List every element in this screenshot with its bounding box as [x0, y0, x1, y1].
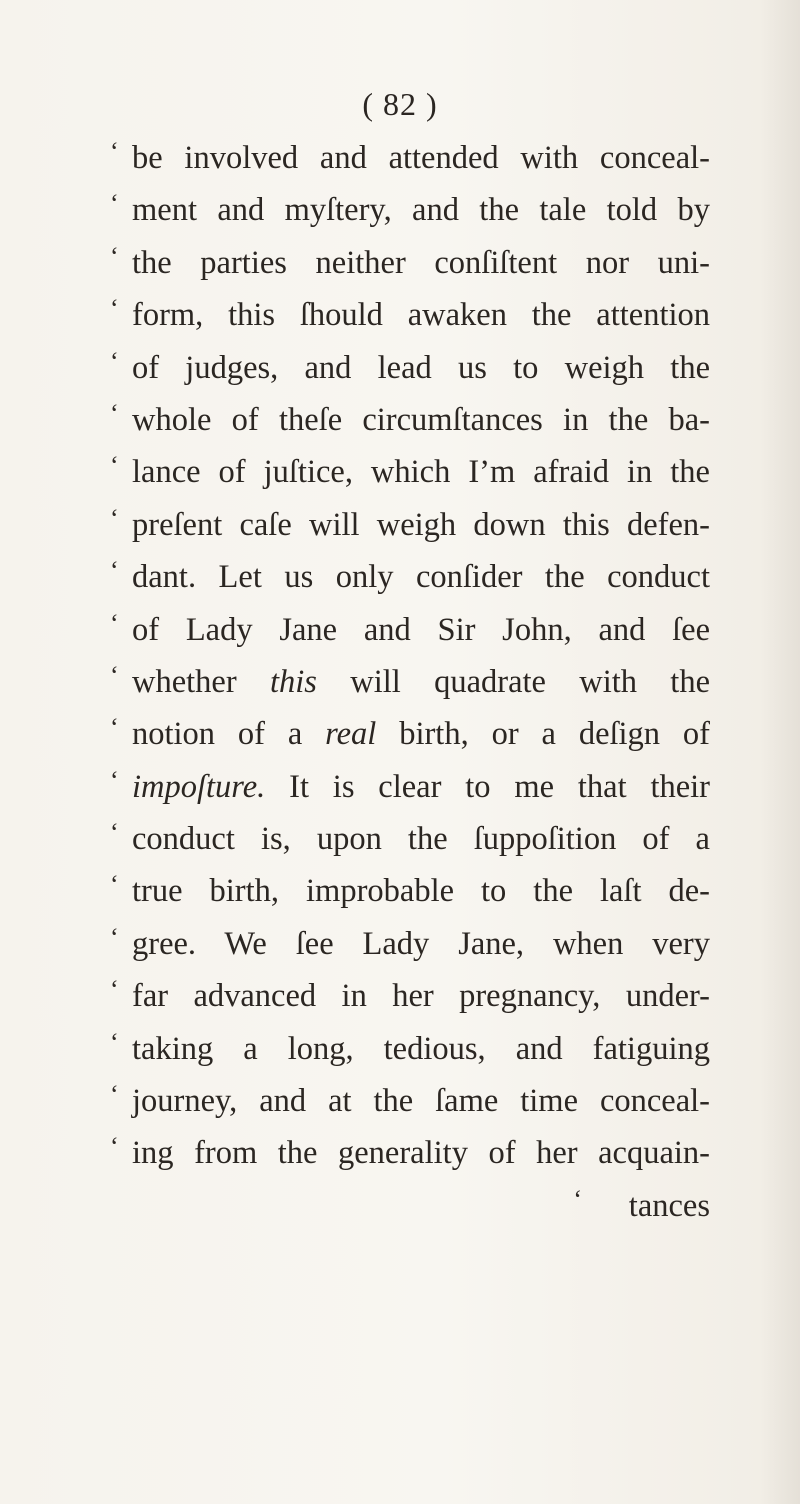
quote-mark: ‘: [110, 922, 119, 952]
line-text: of judges, and lead us to weigh the: [132, 349, 710, 386]
text-line: [110, 184, 710, 236]
quote-mark: ‘: [110, 818, 119, 848]
line-text-part: will quadrate with the: [316, 663, 710, 700]
text-line: [110, 918, 710, 970]
quote-mark: ‘: [110, 765, 119, 795]
line-text-part: It is clear to me that their: [265, 768, 710, 805]
body-text: [110, 132, 710, 1232]
line-text: taking a long, tedious, and fatiguing: [132, 1030, 710, 1067]
text-line: [110, 761, 710, 813]
quote-mark: ‘: [110, 189, 119, 219]
line-text: form, this ſhould awaken the attention: [132, 297, 710, 334]
text-line: [110, 237, 710, 289]
quote-mark: ‘: [110, 137, 119, 166]
quote-mark: ‘: [110, 660, 119, 690]
quote-mark: ‘: [110, 1080, 119, 1110]
catchword-line: [110, 1180, 710, 1232]
text-line: [110, 656, 710, 708]
line-text: true birth, improbable to the laſt de-: [132, 873, 710, 910]
text-line: [110, 499, 710, 551]
text-line: [110, 1127, 710, 1179]
quote-mark: ‘: [110, 556, 119, 586]
line-text: [132, 708, 710, 760]
line-text: whole of theſe circumſtances in the ba-: [132, 401, 710, 438]
line-text: the parties neither conſiſtent nor uni-: [132, 244, 710, 281]
quote-mark: ‘: [110, 346, 119, 376]
catchword: tances: [628, 1187, 710, 1224]
quote-mark: ‘: [110, 451, 119, 481]
text-line: [110, 342, 710, 394]
text-line: [110, 865, 710, 917]
italic-word: impoſture.: [132, 768, 266, 805]
quote-mark: ‘: [110, 975, 119, 1005]
line-text: be involved and attended with conceal-: [132, 140, 710, 176]
line-text-part: notion of a: [132, 716, 326, 753]
text-line: [110, 813, 710, 865]
quote-mark: ‘: [110, 608, 119, 638]
quote-mark: ‘: [110, 870, 119, 900]
line-text: [132, 761, 710, 813]
line-text: [132, 656, 710, 708]
line-text: ing from the generality of her acquain-: [132, 1135, 710, 1172]
quote-mark: ‘: [110, 241, 119, 271]
text-line: [110, 604, 710, 656]
text-line: [110, 446, 710, 498]
line-text: gree. We ſee Lady Jane, when very: [132, 925, 710, 962]
line-text-part: whether: [132, 663, 270, 700]
line-text: ment and myſtery, and the tale told by: [132, 192, 710, 229]
text-line: [110, 970, 710, 1022]
quote-mark: ‘: [110, 1132, 119, 1162]
text-line: [110, 394, 710, 446]
line-text: of Lady Jane and Sir John, and ſee: [132, 611, 710, 648]
quote-mark: ‘: [573, 1184, 582, 1214]
line-text: conduct is, upon the ſuppoſition of a: [132, 821, 710, 858]
text-line: [110, 708, 710, 760]
italic-word: real: [325, 716, 377, 753]
line-text: far advanced in her pregnancy, under-: [132, 978, 710, 1015]
line-text: dant. Let us only conſider the conduct: [132, 559, 710, 596]
text-line: [110, 1075, 710, 1127]
quote-mark: ‘: [110, 713, 119, 743]
quote-mark: ‘: [110, 294, 119, 324]
text-line: [110, 132, 710, 184]
page-edge-shadow: [760, 0, 800, 1504]
quote-mark: ‘: [110, 503, 119, 533]
text-line: [110, 289, 710, 341]
line-text: lance of juſtice, which I’m afraid in the: [132, 454, 710, 491]
text-line: [110, 551, 710, 603]
italic-word: this: [269, 663, 317, 700]
text-line: [110, 1023, 710, 1075]
page-number: ( 82 ): [362, 86, 438, 122]
line-text-part: birth, or a deſign of: [376, 716, 710, 753]
quote-mark: ‘: [110, 1027, 119, 1057]
line-text: journey, and at the ſame time conceal-: [132, 1083, 710, 1120]
line-text: preſent caſe will weigh down this defen-: [132, 506, 710, 543]
quote-mark: ‘: [110, 398, 119, 428]
